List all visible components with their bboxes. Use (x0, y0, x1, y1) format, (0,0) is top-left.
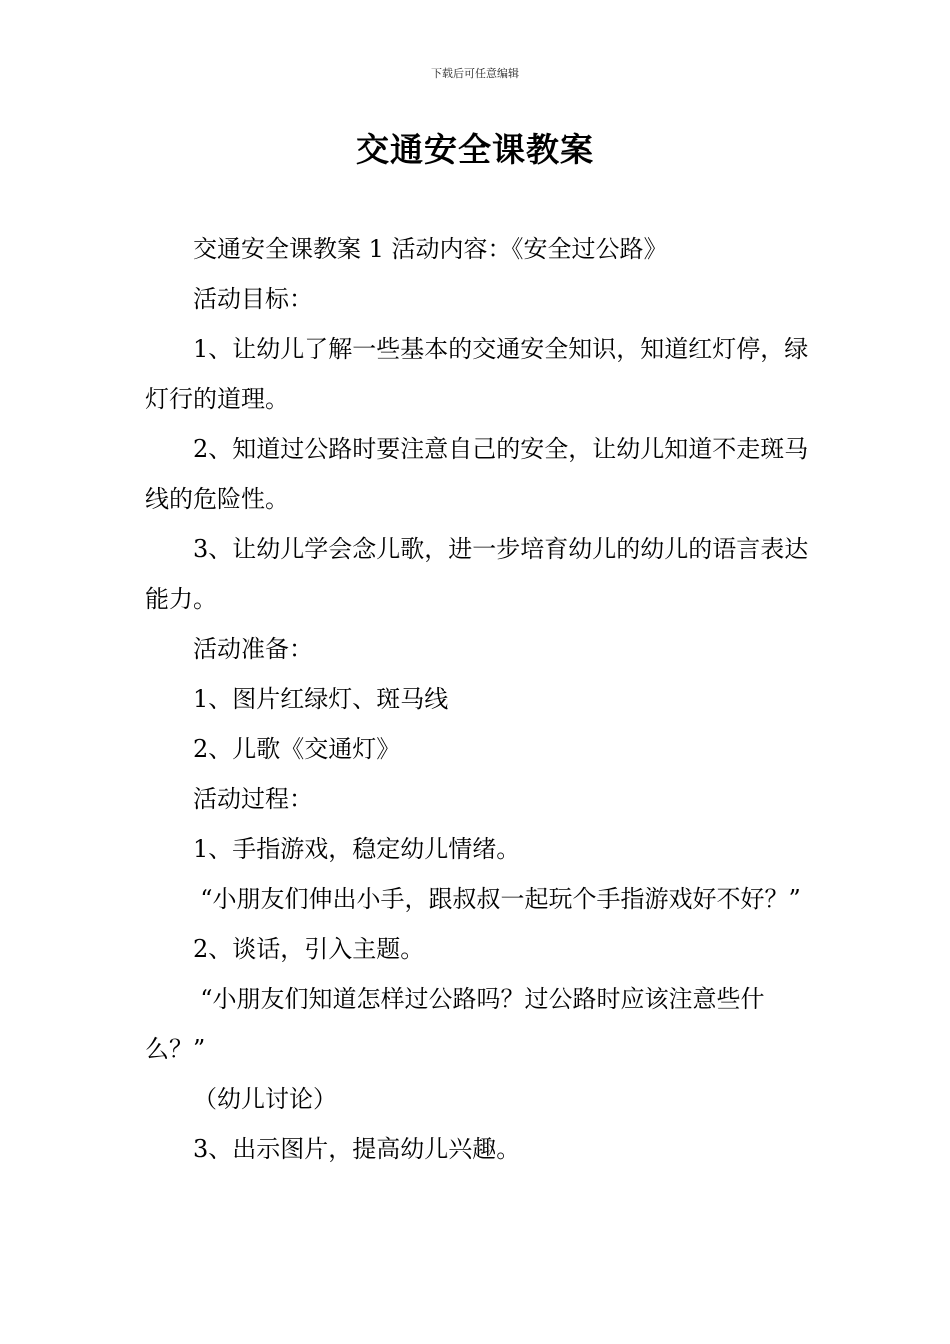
paragraph-process-2: 2、谈话，引入主题。 (193, 935, 425, 963)
paragraph-process-3: 3、出示图片，提高幼儿兴趣。 (193, 1135, 521, 1163)
paragraph-intro: 交通安全课教案 1 活动内容：《安全过公路》 (193, 235, 668, 263)
page-header-note: 下载后可任意编辑 (431, 67, 519, 80)
paragraph-prep-heading: 活动准备： (193, 635, 313, 663)
paragraph-goal-1: 1、让幼儿了解一些基本的交通安全知识，知道红灯停，绿灯行的道理。 (145, 335, 809, 413)
paragraph-process-1: 1、手指游戏，稳定幼儿情绪。 (193, 835, 521, 863)
paragraph-goal-3: 3、让幼儿学会念儿歌，进一步培育幼儿的幼儿的语言表达能力。 (145, 535, 809, 613)
paragraph-goals-heading: 活动目标： (193, 285, 313, 313)
paragraph-quote-2: “小朋友们知道怎样过公路吗？过公路时应该注意些什么？” (145, 985, 765, 1063)
paragraph-quote-1: “小朋友们伸出小手，跟叔叔一起玩个手指游戏好不好？” (200, 885, 801, 913)
paragraph-prep-2: 2、儿歌《交通灯》 (193, 735, 401, 763)
paragraph-prep-1: 1、图片红绿灯、斑马线 (193, 685, 449, 713)
paragraph-discussion: （幼儿讨论） (193, 1085, 337, 1113)
document-body (145, 224, 810, 1174)
document-title: 交通安全课教案 (356, 130, 594, 169)
paragraph-process-heading: 活动过程： (193, 785, 313, 813)
paragraph-goal-2: 2、知道过公路时要注意自己的安全，让幼儿知道不走斑马线的危险性。 (145, 435, 809, 513)
